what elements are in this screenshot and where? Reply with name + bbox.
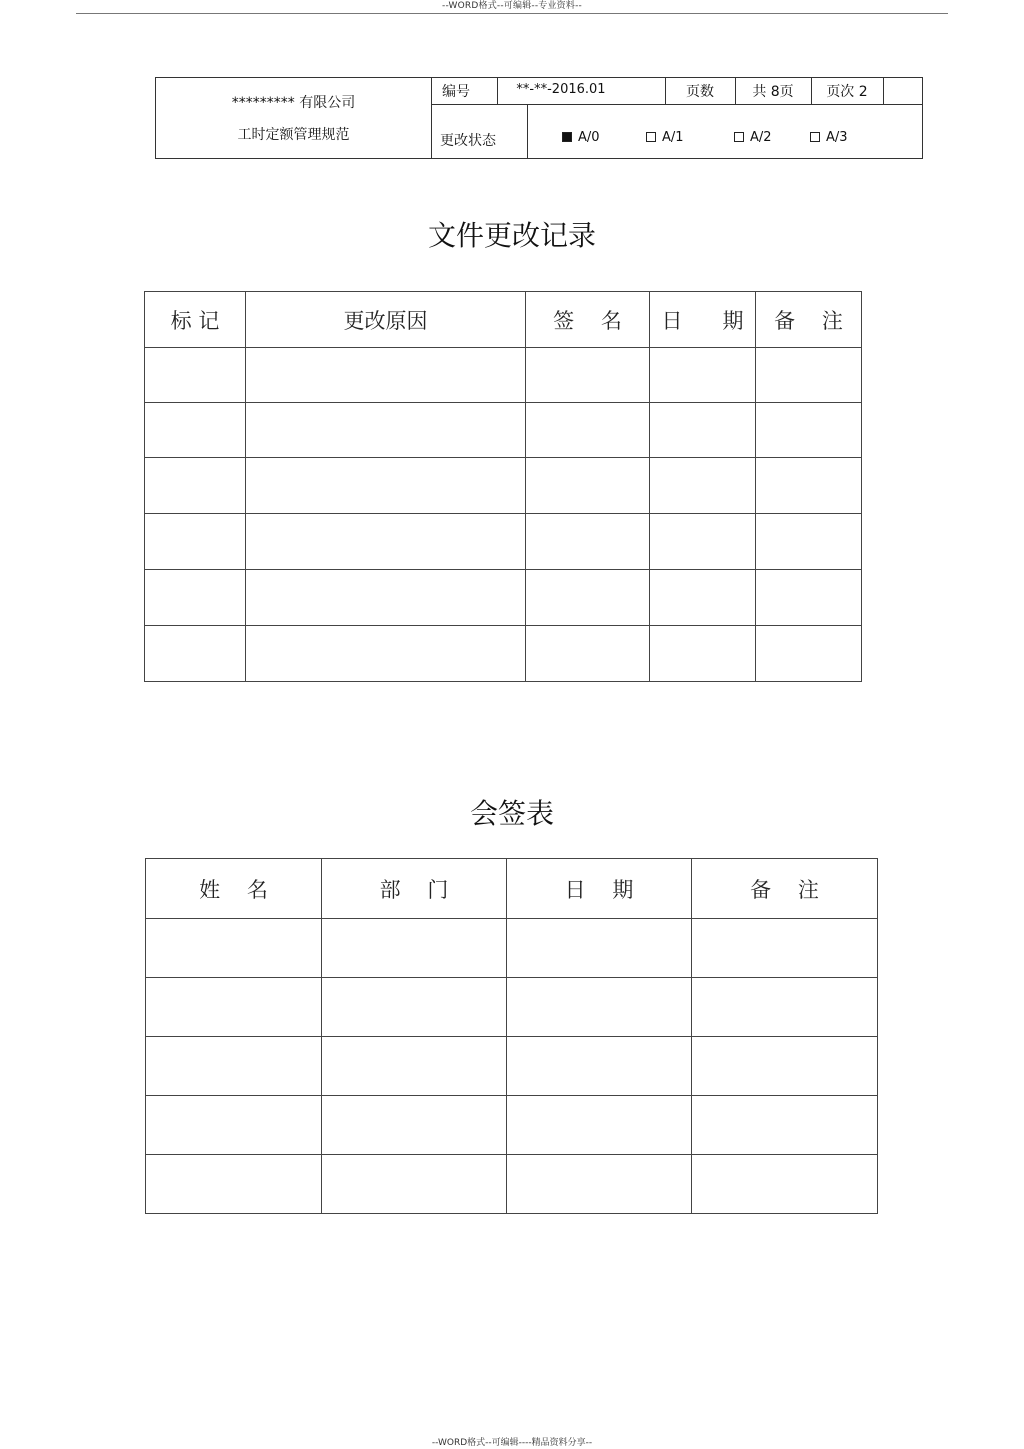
table-row	[145, 626, 862, 682]
table-row	[145, 458, 862, 514]
column-header: 日 期	[507, 859, 692, 919]
table-cell[interactable]	[526, 626, 650, 682]
table-cell[interactable]	[650, 458, 756, 514]
table-cell[interactable]	[507, 978, 692, 1037]
table-cell[interactable]	[756, 570, 862, 626]
countersign-table	[145, 858, 878, 1214]
table-cell[interactable]	[507, 1096, 692, 1155]
checked-box-icon	[562, 132, 572, 142]
table-cell[interactable]	[692, 1155, 878, 1214]
table-cell[interactable]	[145, 348, 246, 403]
table-cell[interactable]	[526, 403, 650, 458]
status-label: 更改状态	[440, 133, 496, 149]
table-cell[interactable]	[145, 514, 246, 570]
table-cell[interactable]	[322, 1155, 507, 1214]
checkbox-icon	[646, 132, 656, 142]
table-cell[interactable]	[526, 348, 650, 403]
top-banner: --WORD格式--可编辑--专业资料--	[442, 1, 582, 11]
table-cell[interactable]	[650, 348, 756, 403]
table-cell[interactable]	[526, 514, 650, 570]
column-header: 姓 名	[146, 859, 322, 919]
table-cell[interactable]	[650, 626, 756, 682]
table-cell[interactable]	[507, 1037, 692, 1096]
status-option-a1[interactable]: A/1	[646, 130, 684, 145]
document-header	[155, 77, 923, 159]
number-value: **-**-2016.01	[516, 82, 606, 97]
table-cell[interactable]	[145, 403, 246, 458]
status-option-a3[interactable]: A/3	[810, 130, 848, 145]
table-cell[interactable]	[756, 626, 862, 682]
table-cell[interactable]	[526, 458, 650, 514]
table-cell[interactable]	[756, 403, 862, 458]
table-cell[interactable]	[756, 458, 862, 514]
table-cell[interactable]	[145, 458, 246, 514]
table-row	[145, 570, 862, 626]
bottom-banner: --WORD格式--可编辑----精品资料分享--	[431, 1438, 593, 1448]
table-cell[interactable]	[322, 978, 507, 1037]
divider	[527, 104, 528, 158]
pages-label: 页数	[686, 84, 714, 100]
table-row	[146, 978, 878, 1037]
status-option-a0[interactable]: A/0	[562, 130, 600, 145]
column-header: 标 记	[145, 292, 246, 348]
table-row	[146, 1096, 878, 1155]
column-header: 备 注	[756, 292, 862, 348]
company-name: ********* 有限公司	[231, 95, 356, 111]
table-cell[interactable]	[146, 978, 322, 1037]
table-cell[interactable]	[756, 514, 862, 570]
table-row	[146, 1037, 878, 1096]
table-cell[interactable]	[692, 1096, 878, 1155]
column-header: 更改原因	[246, 292, 526, 348]
column-header: 部 门	[322, 859, 507, 919]
table-header-row	[146, 859, 878, 919]
table-row	[145, 403, 862, 458]
table-cell[interactable]	[146, 1155, 322, 1214]
table-cell[interactable]	[145, 626, 246, 682]
column-header: 备 注	[692, 859, 878, 919]
page-number: 页次 2	[826, 84, 868, 100]
table-cell[interactable]	[146, 1096, 322, 1155]
change-record-title: 文件更改记录	[427, 219, 596, 252]
table-cell[interactable]	[526, 570, 650, 626]
table-cell[interactable]	[650, 514, 756, 570]
table-cell[interactable]	[322, 1096, 507, 1155]
column-header: 日 期	[650, 292, 756, 348]
table-cell[interactable]	[692, 978, 878, 1037]
number-label: 编号	[442, 84, 470, 100]
table-cell[interactable]	[246, 570, 526, 626]
table-cell[interactable]	[507, 1155, 692, 1214]
checkbox-icon	[734, 132, 744, 142]
status-option-a2[interactable]: A/2	[734, 130, 772, 145]
table-cell[interactable]	[322, 919, 507, 978]
table-row	[146, 919, 878, 978]
table-cell[interactable]	[692, 1037, 878, 1096]
table-row	[145, 348, 862, 403]
table-cell[interactable]	[507, 919, 692, 978]
table-cell[interactable]	[246, 514, 526, 570]
document-title: 工时定额管理规范	[237, 127, 350, 143]
checkbox-icon	[810, 132, 820, 142]
countersign-title: 会签表	[469, 797, 554, 830]
divider	[431, 104, 922, 105]
pages-value: 共 8页	[752, 84, 794, 100]
table-cell[interactable]	[146, 1037, 322, 1096]
table-cell[interactable]	[756, 348, 862, 403]
table-header-row	[145, 292, 862, 348]
table-cell[interactable]	[246, 458, 526, 514]
top-rule	[76, 13, 948, 14]
table-cell[interactable]	[145, 570, 246, 626]
change-record-table	[144, 291, 862, 682]
column-header: 签 名	[526, 292, 650, 348]
divider	[883, 78, 884, 104]
table-cell[interactable]	[246, 626, 526, 682]
table-row	[145, 514, 862, 570]
table-cell[interactable]	[650, 403, 756, 458]
table-cell[interactable]	[246, 403, 526, 458]
table-cell[interactable]	[146, 919, 322, 978]
table-cell[interactable]	[692, 919, 878, 978]
table-cell[interactable]	[650, 570, 756, 626]
table-cell[interactable]	[246, 348, 526, 403]
table-cell[interactable]	[322, 1037, 507, 1096]
table-row	[146, 1155, 878, 1214]
